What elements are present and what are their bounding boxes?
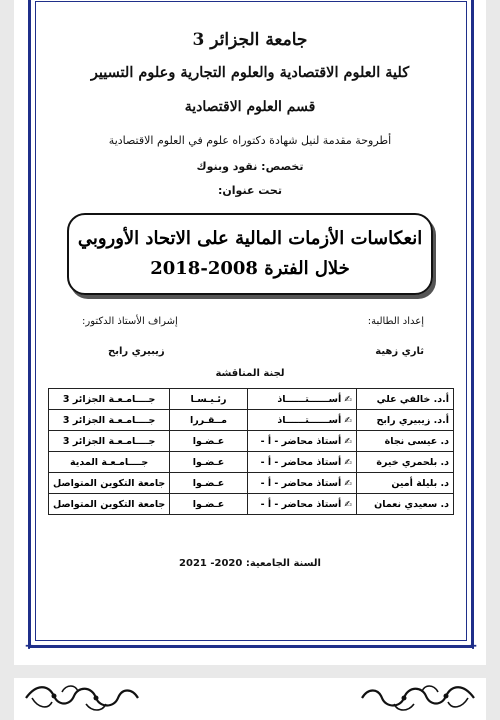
jury-member-name-text: د. سعيدي نعمان [374, 498, 449, 510]
pen-icon: ✍ [344, 457, 352, 468]
pen-icon: ✍ [344, 499, 352, 510]
jury-member-name-text: د. عيسى نجاة [384, 435, 449, 447]
jury-member-role [170, 410, 247, 431]
jury-row [49, 494, 454, 515]
title-page [14, 0, 486, 665]
jury-member-name-text: أ.د. خالفي علي [376, 393, 449, 405]
jury-member-university [49, 452, 170, 473]
jury-member-rank-text: أســــــتــــــاذ [277, 414, 342, 426]
jury-member-university-text: جــــامـعـة الجزائر 3 [62, 393, 156, 405]
pen-icon: ✍ [344, 478, 352, 489]
floral-ornament-icon [358, 682, 478, 714]
corner-ornament-icon: ✚ [25, 642, 33, 652]
jury-member-rank [247, 494, 356, 515]
thesis-note: أطروحة مقدمة لنيل شهادة دكتوراه علوم في العلوم الاقتصادية [108, 134, 392, 147]
jury-member-university-text: جــــامـعـة الجزائر 3 [62, 414, 156, 426]
jury-member-role [170, 389, 247, 410]
pen-icon: ✍ [344, 436, 352, 447]
jury-row [49, 389, 454, 410]
jury-member-university-text: جامعة التكوين المتواصل [53, 498, 166, 510]
student-name: ثاري زهية [375, 346, 424, 357]
jury-member-rank [247, 389, 356, 410]
jury-member-rank [247, 473, 356, 494]
jury-row [49, 410, 454, 431]
jury-member-role [170, 452, 247, 473]
jury-row [49, 431, 454, 452]
pen-icon: ✍ [344, 394, 352, 405]
thesis-title-line1: انعكاسات الأزمات المالية على الاتحاد الأوروبي [77, 228, 423, 249]
specialty: تخصص: نقود وبنوك [196, 160, 304, 173]
jury-member-role-text: عـضـوا [192, 477, 225, 489]
jury-member-name-text: أ.د. زيبيري رابح [376, 414, 449, 426]
pen-icon: ✍ [344, 415, 352, 426]
jury-row [49, 473, 454, 494]
jury-member-rank [247, 431, 356, 452]
jury-member-university-text: جــــامـعـة الجزائر 3 [62, 435, 156, 447]
jury-member-rank-text: أســــــتــــــاذ [277, 393, 342, 405]
jury-member-university [49, 389, 170, 410]
thesis-title-line2: خلال الفترة 2008-2018 [150, 258, 350, 279]
jury-member-university [49, 473, 170, 494]
university-name: جامعة الجزائر 3 [192, 30, 308, 50]
jury-member-name [356, 452, 453, 473]
jury-member-role [170, 431, 247, 452]
jury-member-name-text: د. بليلة أمين [391, 477, 449, 489]
prepared-by-label: إعداد الطالبة: [367, 316, 424, 327]
jury-member-university-text: جامعة التكوين المتواصل [53, 477, 166, 489]
jury-member-name [356, 431, 453, 452]
supervisor-label: إشراف الأستاذ الدكتور: [82, 316, 178, 327]
jury-member-role-text: مــقـررا [189, 414, 228, 426]
jury-member-rank-text: أستاذ محاضر - أ - [260, 498, 342, 510]
under-title-label: تحت عنوان: [218, 184, 282, 197]
jury-member-name-text: د. بلحمري خيرة [376, 456, 449, 468]
academic-year: السنة الجامعية: 2020- 2021 [179, 558, 321, 569]
jury-member-rank-text: أستاذ محاضر - أ - [260, 456, 342, 468]
jury-member-name [356, 389, 453, 410]
jury-member-name [356, 473, 453, 494]
jury-member-role-text: عـضـوا [192, 498, 225, 510]
jury-member-name [356, 494, 453, 515]
jury-title: لجنة المناقشة [215, 368, 285, 379]
supervisor-name: زيبيري رابح [108, 346, 165, 357]
jury-member-university [49, 410, 170, 431]
jury-member-university-text: جــــامـعـة المدية [70, 456, 149, 468]
faculty-name: كلية العلوم الاقتصادية والعلوم التجارية وعلوم التسيير [90, 64, 410, 81]
corner-ornament-icon: ✚ [469, 642, 477, 652]
jury-member-university [49, 431, 170, 452]
jury-member-rank-text: أستاذ محاضر - أ - [260, 435, 342, 447]
jury-member-role-text: عـضـوا [192, 456, 225, 468]
jury-member-rank [247, 410, 356, 431]
jury-member-role [170, 473, 247, 494]
jury-row [49, 452, 454, 473]
jury-member-rank-text: أستاذ محاضر - أ - [260, 477, 342, 489]
jury-member-role-text: عـضـوا [192, 435, 225, 447]
jury-table [48, 388, 454, 515]
jury-member-role [170, 494, 247, 515]
thesis-title-box [67, 213, 433, 295]
jury-member-role-text: رئـيـسـا [190, 393, 227, 405]
jury-member-rank [247, 452, 356, 473]
floral-ornament-icon [22, 682, 142, 714]
department-name: قسم العلوم الاقتصادية [184, 99, 316, 115]
jury-member-university [49, 494, 170, 515]
jury-member-name [356, 410, 453, 431]
